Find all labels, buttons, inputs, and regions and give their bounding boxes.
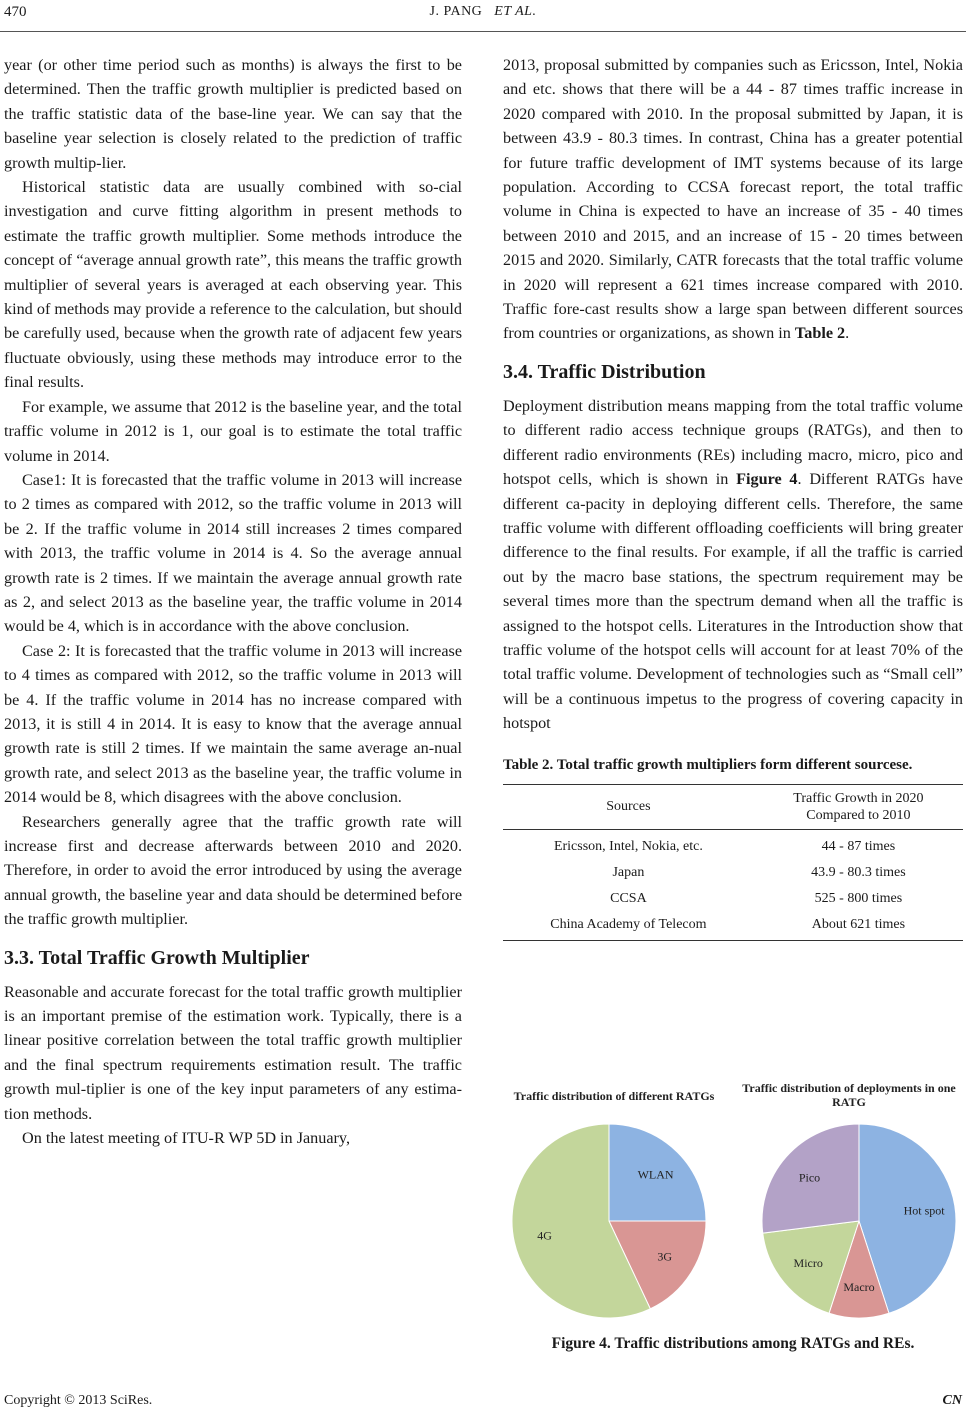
pie-label-macro: Macro xyxy=(843,1280,875,1294)
footer-copyright: Copyright © 2013 SciRes. xyxy=(4,1393,153,1408)
table-cell-growth: 43.9 - 80.3 times xyxy=(811,864,906,880)
paragraph: Researchers generally agree that the traffic growth rate will increase first and decrease afterwards between 2010 and 2020. Therefore, in order to avoid the error introduced by using the average annual growth, the baseline year and data should be determined before the traffic growth multiplier. xyxy=(4,812,462,929)
pie-label-wlan: WLAN xyxy=(637,1167,674,1182)
table-reference: Table 2 xyxy=(794,324,846,343)
paragraph-text: 2013, proposal submitted by companies such as Ericsson, Intel, Nokia and etc. shows that there will be a 44 - 87 times traffic increase in 2020 compared with 2010. In the proposal submitted by Japan, it is between 43.9 - 80.3 times. In contrast, China has a greater potential for future traffic development of IMT systems because of its large population. According to CCSA forecast report, the total traffic volume in China is expected to have an increase of 35 - 40 times between 2010 and 2015, and an increase of 15 - 20 times between 2015 and 2020. Similarly, CATR forecasts that the total traffic volume in 2020 will represent a 621 times increase compared with 2010. Traffic fore-cast results show a large span between different sources from countries or organizations, as shown in xyxy=(503,56,963,343)
pie-label-hot-spot: Hot spot xyxy=(903,1203,945,1218)
table-row xyxy=(503,912,963,941)
figure-reference: Figure 4 xyxy=(736,470,798,489)
header-line: Traffic Growth in 2020 xyxy=(793,790,924,806)
table-cell-source: CCSA xyxy=(610,890,647,906)
running-title-author: J. PANG xyxy=(429,4,483,19)
page-number: 470 xyxy=(4,4,27,20)
header-line: Compared to 2010 xyxy=(806,807,911,823)
header-rule xyxy=(0,31,966,32)
pie-label-pico: Pico xyxy=(798,1170,821,1185)
paragraph: Case 2: It is forecasted that the traffic volume in 2013 will increase to 4 times as compared with 2012, so the traffic volume in 2013 will be 4. If the traffic volume in 2014 has no increase compared with 2013, it is still 4 in 2014. It is easy to know that the average annual growth rate is still 2 times. If we maintain the same average an-nual growth rate, and select 2013 as the baseline year, the traffic volume in 2014 would be 8, which disagrees with the above conclusion. xyxy=(4,641,462,807)
paragraph: Reasonable and accurate forecast for the total traffic growth multiplier is an important premise of the estimation work. Typically, there is a linear positive correlation between the total traffic growth multiplier and the final spectrum requirements estimation result. The traffic growth mul-tiplier is one of the key input parameters of any estima-tion methods. xyxy=(4,982,462,1123)
table-header-sources: Sources xyxy=(503,784,754,829)
paragraph xyxy=(503,394,963,736)
left-column xyxy=(4,53,462,1150)
table-2 xyxy=(503,784,963,941)
table-cell-source: China Academy of Telecom xyxy=(503,912,754,941)
table-row xyxy=(503,860,963,886)
pie-1-title: Traffic distribution of different RATGs xyxy=(513,1089,715,1103)
pie-label-4g: 4G xyxy=(537,1228,552,1243)
page-header xyxy=(0,0,966,40)
pie-chart-ratgs xyxy=(503,1117,733,1332)
paragraph: year (or other time period such as months) is always the first to be determined. Then the traffic growth multiplier is predicted based on the traffic statistic data of the base-line year. We can say that the baseline year selection is closely related to the prediction of traffic growth multip-lier. xyxy=(4,56,462,172)
section-heading: 3.3. Total Traffic Growth Multiplier xyxy=(4,946,310,969)
pie-label-micro: Micro xyxy=(793,1256,823,1270)
pie-chart-deployments xyxy=(743,1117,966,1332)
footer-journal: CN xyxy=(942,1393,962,1408)
table-caption: Table 2. Total traffic growth multipliers form different sourcese. xyxy=(503,756,913,773)
table-cell-growth: 525 - 800 times xyxy=(814,890,903,906)
table-row xyxy=(503,886,963,912)
paragraph-text: Deployment distribution means mapping from the total traffic volume to different radio access technique groups (RATGs), and then to different radio environments (REs) including macro, micro, pico and hotspot cells, which is shown in xyxy=(503,396,963,489)
figure-4 xyxy=(503,1075,963,1375)
table-cell-source: Japan xyxy=(612,864,645,880)
pie-2-title: Traffic distribution of deployments in one RATG xyxy=(742,1081,956,1109)
running-title xyxy=(0,4,966,20)
pie-label-3g: 3G xyxy=(657,1249,673,1264)
table-cell-source: Ericsson, Intel, Nokia, etc. xyxy=(553,838,703,854)
table-header-growth xyxy=(754,784,963,829)
section-heading: 3.4. Traffic Distribution xyxy=(503,360,706,383)
table-row xyxy=(503,829,963,860)
table-cell-growth: About 621 times xyxy=(754,912,963,941)
figure-caption: Figure 4. Traffic distributions among RATGs and REs. xyxy=(551,1335,915,1352)
paragraph xyxy=(503,53,963,346)
table-cell-growth: 44 - 87 times xyxy=(821,838,896,854)
paragraph: For example, we assume that 2012 is the baseline year, and the total traffic volume in 2012 is 1, our goal is to estimate the total traffic volume in 2014. xyxy=(4,397,462,465)
paragraph: Case1: It is forecasted that the traffic volume in 2013 will increase to 2 times as compared with 2012, so the traffic volume in 2013 will be 2. If the traffic volume in 2014 still increases 2 times compared with 2013, the traffic volume in 2014 is 4. So the average annual growth rate is 2 times. If we maintain the average annual growth rate as 2, and select 2013 as the baseline year, the traffic volume in 2014 would be 4, which is in accordance with the above conclusion. xyxy=(4,470,462,636)
running-title-etal: ET AL. xyxy=(494,4,537,19)
paragraph: Historical statistic data are usually combined with so-cial investigation and curve fitting algorithm in present methods to estimate the traffic growth multiplier. Some methods introduce the concept of “average annual growth rate”, this means the traffic growth multiplier of several years is averaged at each observing year. This kind of methods may provide a reference to the calculation, but should be carefully used, because when the growth rate of adjacent few years fluctuate obviously, using these methods may introduce error to the final results. xyxy=(4,178,462,392)
paragraph: On the latest meeting of ITU-R WP 5D in January, xyxy=(22,1129,351,1148)
right-column xyxy=(503,53,963,941)
table-header-row xyxy=(503,784,963,829)
paragraph-text: . xyxy=(845,324,850,343)
paragraph-text: . Different RATGs have different ca-pacity in deploying different cells. Therefore, the same traffic volume with different offloading coefficients will bring greater difference to the final results. For example, if all the traffic is carried out by the macro base stations, the spectrum requirement may be several times more than the spectrum demand when all the traffic is assigned to the hotspot cells. Literatures in the Introduction show that traffic volume of the hotspot cells will account for at least 70% of the total traffic volume. Development of technologies such as “Small cell” will be a continuous impetus to the progress of covering capacity in hotspot xyxy=(503,470,963,733)
